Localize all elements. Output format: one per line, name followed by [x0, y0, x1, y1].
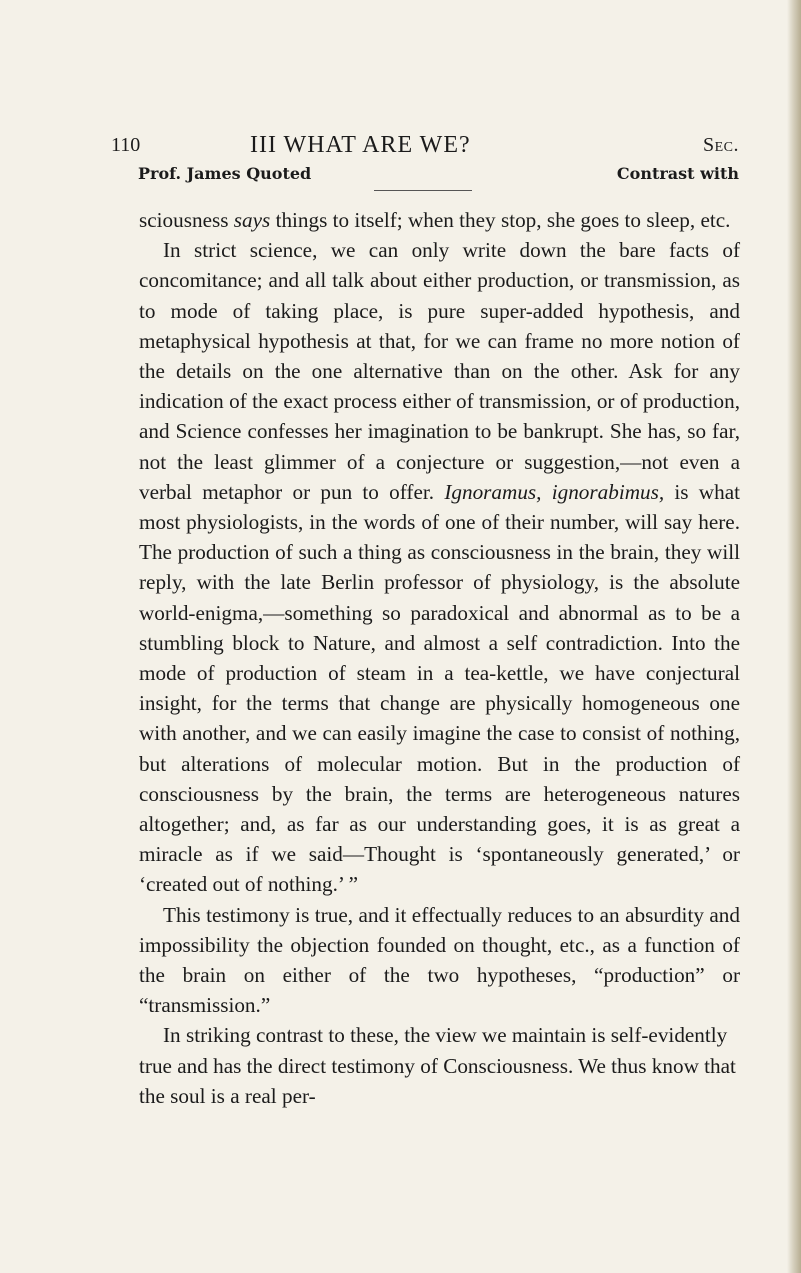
paragraph-3: This testimony is true, and it effectually reduces to an absurdity and impossibility the objection founded on thought, etc., as a function of the brain on either of the two hypotheses, “production” or “transmission.” [139, 902, 740, 1018]
body-text [139, 205, 740, 1111]
marginal-notes [138, 163, 739, 187]
marginal-note-rule [374, 190, 472, 191]
marginal-note-left: Prof. James Quoted [138, 164, 312, 183]
chapter-title: III WHAT ARE WE? [250, 132, 471, 158]
paragraph-2-start: In strict science, we can only write down the bare facts of concomitance; and all talk about either production, or transmission, as to mode of taking place, is pure super-added hypothesis, and metaphysical hypothesis at that, for we can frame no more notion of the details on the one alternative than on the other. Ask for any indication of the exact process either of transmission, or of production, and Science confesses her imagination to be bankrupt. She has, so far, not the least glimmer of a conjecture or suggestion,—not even a verbal metaphor or pun to offer. [139, 238, 740, 504]
paragraph-1-end: things to itself; when they stop, she goes to sleep, etc. [270, 208, 731, 232]
emphasis-says: says [233, 208, 271, 232]
running-head [111, 131, 739, 159]
paragraph-1 [139, 205, 740, 235]
paragraph-4: In striking contrast to these, the view we maintain is self-evidently true and has the direct testimony of Consciousness. We thus know that the soul is a real per- [139, 1023, 736, 1108]
marginal-note-right: Contrast with [616, 164, 739, 183]
section-label: Sec. [702, 134, 739, 156]
page-edge [787, 0, 801, 1273]
paragraph-1-start: sciousness [139, 208, 234, 232]
page-number: 110 [111, 134, 141, 156]
emphasis-latin-phrase: Ignoramus, ignorabimus, [444, 479, 665, 504]
paragraph-2-end: is what most physiologists, in the words of one of their number, will say here. The production of such a thing as consciousness in the brain, they will reply, with the late Berlin professor of physiology, is the absolute world-enigma,—something so paradoxical and abnormal as to be a stumbling block to Nature, and almost a self contradiction. Into the mode of production of steam in a tea-kettle, we have conjectural insight, for the terms that change are physically homogeneous one with another, and we can easily imagine the case to consist of nothing, but alterations of molecular motion. But in the production of consciousness by the brain, the terms are heterogeneous natures altogether; and, as far as our understanding goes, it is as great a miracle as if we said—Thought is ‘spontaneously generated,’ or ‘created out of nothing.’ ” [139, 479, 740, 897]
paragraph-2 [139, 235, 740, 899]
